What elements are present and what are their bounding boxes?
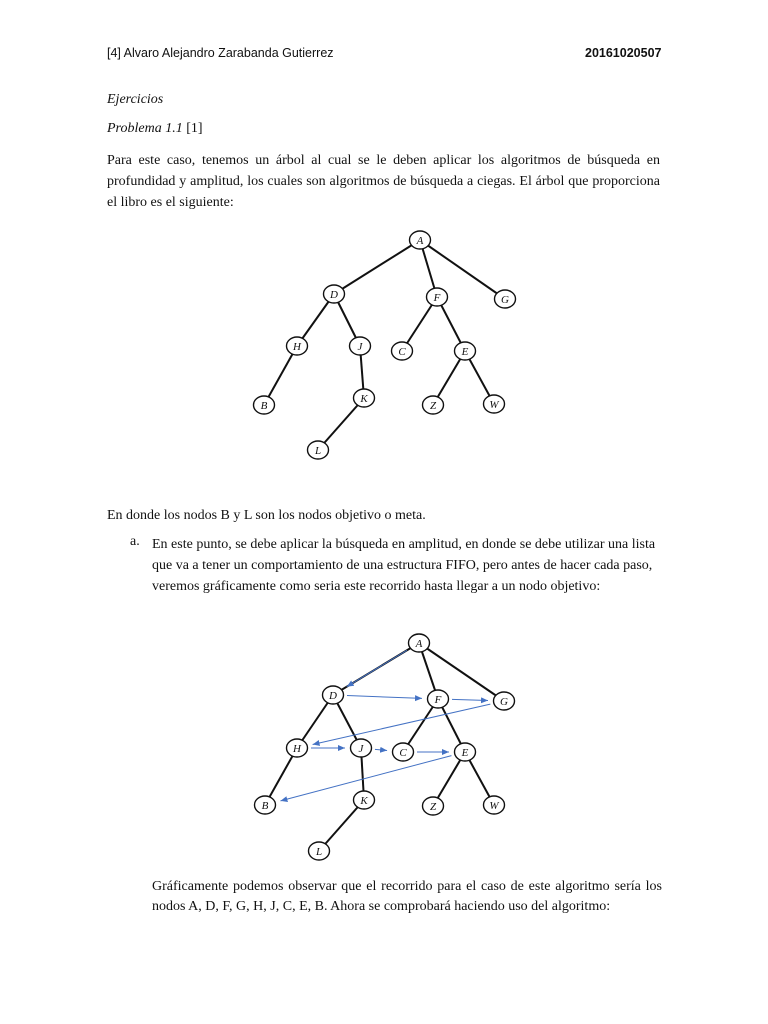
tree2-node-label: W xyxy=(489,800,499,812)
section-title: Ejercicios xyxy=(107,92,164,107)
tree2-node-label: K xyxy=(360,795,368,807)
tree1-node-label: Z xyxy=(429,400,437,412)
tree2-node-B xyxy=(255,796,276,814)
tree2-node-K xyxy=(354,791,375,809)
tree2-node-G xyxy=(494,692,515,710)
bfs-arrow-A-D xyxy=(347,650,407,686)
tree1-node-label: C xyxy=(398,346,406,358)
tree1-node-label: A xyxy=(416,235,424,247)
bfs-arrow-G-H xyxy=(313,704,491,744)
tree2-node-label: G xyxy=(500,696,508,708)
list-marker-a: a. xyxy=(130,534,140,549)
header-code: 20161020507 xyxy=(585,46,662,60)
tree2-node-C xyxy=(393,743,414,761)
tree1-node-label: J xyxy=(357,341,363,353)
tree2-node-label: B xyxy=(261,800,269,812)
tree1-node-label: W xyxy=(489,399,499,411)
tree2-node-J xyxy=(351,739,372,757)
tree2-node-H xyxy=(287,739,308,757)
tree1-node-label: D xyxy=(330,289,338,301)
tree2-node-label: E xyxy=(461,747,469,759)
intro-paragraph: Para este caso, tenemos un árbol al cual se le deben aplicar los algoritmos de búsqueda en profundidad y amplitud, los cuales son algoritmos de búsqueda a ciegas. El árbol que proporciona el libro es el siguiente: xyxy=(107,153,660,210)
tree1-node-label: G xyxy=(501,294,509,306)
tree2-node-label: A xyxy=(415,638,423,650)
tree1-node-label: H xyxy=(293,341,301,353)
tree2-node-Z xyxy=(423,797,444,815)
tree2-node-label: L xyxy=(315,846,323,858)
tree2-node-label: F xyxy=(434,694,442,706)
tree2-node-A xyxy=(409,634,430,652)
tree2-node-W xyxy=(484,796,505,814)
header-author: [4] Alvaro Alejandro Zarabanda Gutierrez xyxy=(107,46,334,60)
tree2-node-label: C xyxy=(399,747,407,759)
tree1-node-label: L xyxy=(314,445,322,457)
tree2-node-label: D xyxy=(329,690,337,702)
tree1-node-label: F xyxy=(433,292,441,304)
tree2-node-F xyxy=(428,690,449,708)
list-item-a-text: En este punto, se debe aplicar la búsqueda en amplitud, en donde se debe utilizar una lista que va a tener un comportamiento de una estructura FIFO, pero antes de hacer cada paso, veremos gráficamente como seria este recorrido hasta llegar a un nodo objetivo: xyxy=(152,537,656,594)
tree2-node-L xyxy=(309,842,330,860)
tree1-node-label: K xyxy=(360,393,368,405)
tree1-node-label: B xyxy=(260,400,268,412)
tree2-node-label: Z xyxy=(429,801,437,813)
tree2-node-E xyxy=(455,743,476,761)
problem-ref: [1] xyxy=(186,121,203,136)
tree2-node-label: H xyxy=(293,743,301,755)
bfs-arrow-J-C xyxy=(375,749,387,750)
tree1-node-label: E xyxy=(461,346,469,358)
tree2-node-label: J xyxy=(358,743,364,755)
bfs-arrow-D-F xyxy=(347,696,422,699)
goal-paragraph: En donde los nodos B y L son los nodos objetivo o meta. xyxy=(107,508,426,523)
tree2-node-D xyxy=(323,686,344,704)
conclusion-paragraph: Gráficamente podemos observar que el recorrido para el caso de este algoritmo sería los nodos A, D, F, G, H, J, C, E, B. Ahora se comprobará haciendo uso del algoritmo: xyxy=(152,879,662,914)
bfs-arrow-F-G xyxy=(452,699,488,700)
problem-label: Problema 1.1 xyxy=(107,121,183,136)
